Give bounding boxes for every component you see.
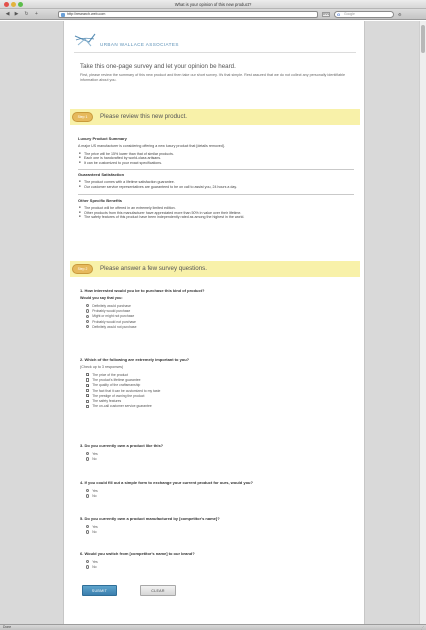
- benefits-title: Other Specific Benefits: [78, 198, 123, 203]
- guarantee-list: [78, 180, 354, 189]
- product-summary-text: A major US manufacturer is considering offering a new luxury product that [details removed].: [78, 144, 225, 148]
- option-label: Yes: [92, 524, 98, 529]
- brand-name: URBAN WALLACE ASSOCIATES: [100, 42, 179, 47]
- list-item: ■ Other products from this manufacturer have appreciated more than 50% in value over their lifetime.: [78, 211, 354, 216]
- survey-page: [63, 21, 365, 624]
- status-bar: [0, 624, 426, 630]
- radio-button[interactable]: [86, 530, 89, 533]
- radio-button[interactable]: [86, 325, 89, 328]
- product-summary-title: Luxury Product Summary: [78, 136, 127, 141]
- question-1-text: 1. How interested would you be to purchase this kind of product?: [80, 288, 205, 293]
- list-item: ■ The product comes with a lifetime satisfaction guarantee.: [78, 180, 354, 185]
- status-text: Done: [3, 625, 12, 629]
- question-6-text: 6. Would you switch from [competitor's name] to our brand?: [80, 551, 195, 556]
- google-search-icon: G: [337, 12, 341, 17]
- intro-text: First, please review the summary of this new product and then take our short survey. It's that simple. Rest assured that we do not collect any personally identifiable information about you.: [80, 73, 346, 82]
- list-item: ■ The price will be 15% lower than that of similar products.: [78, 152, 354, 157]
- section-divider: [78, 169, 354, 170]
- resize-grip-icon[interactable]: ⋰: [420, 626, 424, 630]
- header-divider: [74, 52, 356, 53]
- q4-option-no[interactable]: [80, 493, 354, 498]
- option-label: Definitely would purchase: [92, 303, 131, 308]
- option-label: No: [92, 564, 97, 569]
- question-1: [80, 288, 354, 329]
- question-5: [80, 516, 354, 535]
- reload-icon[interactable]: ↻: [24, 11, 29, 17]
- question-2: [80, 357, 354, 409]
- search-input[interactable]: [334, 11, 394, 18]
- option-label: Definitely would not purchase: [92, 324, 137, 329]
- checkbox-checked[interactable]: [86, 394, 89, 397]
- radio-button[interactable]: [86, 457, 89, 460]
- radio-button[interactable]: [86, 315, 89, 318]
- list-item: ■ Our customer service representatives are guaranteed to be on call to assist you, 24 hours a day.: [78, 185, 354, 190]
- option-label: No: [92, 529, 97, 534]
- add-bookmark-icon[interactable]: +: [35, 11, 38, 17]
- option-label: Might or might not purchase: [92, 314, 135, 319]
- option-label: The price of the product: [92, 372, 128, 377]
- address-bar[interactable]: [58, 11, 318, 18]
- back-icon[interactable]: ◀: [5, 11, 10, 17]
- list-item: ■ The product will be offered in an extremely limited edition.: [78, 206, 354, 211]
- minimize-window-button[interactable]: [11, 2, 16, 7]
- step-1-banner: [70, 109, 360, 125]
- radio-button-selected[interactable]: [86, 452, 89, 455]
- urban-wallace-logo-icon: [74, 33, 96, 47]
- radio-button[interactable]: [86, 320, 89, 323]
- section-divider: [78, 194, 354, 195]
- guarantee-section: [78, 172, 354, 189]
- rss-button[interactable]: RSS: [323, 12, 330, 16]
- question-4-text: 4. If you could fill out a simple form to exchange your current product for ours, would you?: [80, 480, 253, 485]
- close-window-button[interactable]: [4, 2, 9, 7]
- step-1-title: Please review this new product.: [100, 113, 188, 120]
- q1-option-5[interactable]: [80, 324, 354, 329]
- option-label: The quality of the craftsmanship: [92, 383, 141, 388]
- page-headline: Take this one-page survey and let your opinion be heard.: [80, 63, 236, 70]
- option-label: No: [92, 456, 97, 461]
- product-summary-section: [78, 136, 354, 165]
- option-label: The on-call customer service guarantee: [92, 404, 152, 409]
- zoom-window-button[interactable]: [18, 2, 23, 7]
- list-item: ■ Each one is handcrafted by world-class artisans.: [78, 156, 354, 161]
- option-label: Probably would purchase: [92, 308, 131, 313]
- option-label: The safety features: [92, 399, 122, 404]
- gear-icon[interactable]: ⚙: [398, 12, 402, 17]
- radio-button-selected[interactable]: [86, 304, 89, 307]
- site-favicon-icon: [61, 13, 65, 17]
- forward-icon[interactable]: ▶: [14, 11, 19, 17]
- question-3: [80, 443, 354, 462]
- option-label: Yes: [92, 451, 98, 456]
- q3-option-no[interactable]: [80, 456, 354, 461]
- radio-button-selected[interactable]: [86, 560, 89, 563]
- step-1-badge: Step 1: [72, 112, 93, 122]
- submit-button[interactable]: SUBMIT: [82, 585, 117, 596]
- step-2-banner: [70, 261, 360, 277]
- option-label: Probably would not purchase: [92, 319, 136, 324]
- q2-option-7[interactable]: [80, 404, 354, 409]
- product-summary-list: [78, 152, 354, 166]
- benefits-section: [78, 198, 354, 220]
- guarantee-title: Guaranteed Satisfaction: [78, 172, 125, 177]
- checkbox[interactable]: [86, 405, 89, 408]
- clear-button[interactable]: CLEAR: [140, 585, 176, 596]
- question-4: [80, 480, 354, 499]
- radio-button[interactable]: [86, 565, 89, 568]
- question-6: [80, 551, 354, 570]
- option-label: The product's lifetime guarantee: [92, 377, 141, 382]
- window-title: What is your opinion of this new product?: [174, 2, 252, 7]
- browser-toolbar: [0, 9, 426, 20]
- vertical-scrollbar[interactable]: [419, 21, 426, 624]
- question-5-text: 5. Do you currently own a product manufactured by [competitor's name]?: [80, 516, 220, 521]
- option-label: Yes: [92, 488, 98, 493]
- step-2-badge: Step 2: [72, 264, 93, 274]
- radio-button-selected[interactable]: [86, 525, 89, 528]
- list-item: ■ The safety features of this product have been independently rated as among the highest in the world.: [78, 215, 354, 220]
- radio-button[interactable]: [86, 494, 89, 497]
- scrollbar-thumb[interactable]: [421, 25, 425, 53]
- benefits-list: [78, 206, 354, 220]
- question-1-subtext: Would you say that you:: [80, 296, 123, 300]
- option-label: The prestige of owning the product: [92, 393, 145, 398]
- search-placeholder: Google: [344, 12, 355, 16]
- checkbox[interactable]: [86, 400, 89, 403]
- radio-button-selected[interactable]: [86, 489, 89, 492]
- question-2-text: 2. Which of the following are extremely important to you?: [80, 357, 190, 362]
- checkbox[interactable]: [86, 389, 89, 392]
- question-2-subtext: (Check up to 3 responses): [80, 365, 124, 369]
- address-bar-url: http://research.web.com: [67, 12, 106, 16]
- q6-option-no[interactable]: [80, 564, 354, 569]
- step-2-title: Please answer a few survey questions.: [100, 265, 207, 272]
- checkbox[interactable]: [86, 378, 89, 381]
- option-label: No: [92, 493, 97, 498]
- checkbox-checked[interactable]: [86, 384, 89, 387]
- q5-option-no[interactable]: [80, 529, 354, 534]
- window-titlebar: [0, 0, 426, 9]
- checkbox-checked[interactable]: [86, 373, 89, 376]
- option-label: Yes: [92, 559, 98, 564]
- list-item: ■ It can be customized to your exact specifications.: [78, 161, 354, 166]
- question-3-text: 3. Do you currently own a product like this?: [80, 443, 164, 448]
- option-label: The fact that it can be customized to my taste: [92, 388, 161, 393]
- radio-button[interactable]: [86, 309, 89, 312]
